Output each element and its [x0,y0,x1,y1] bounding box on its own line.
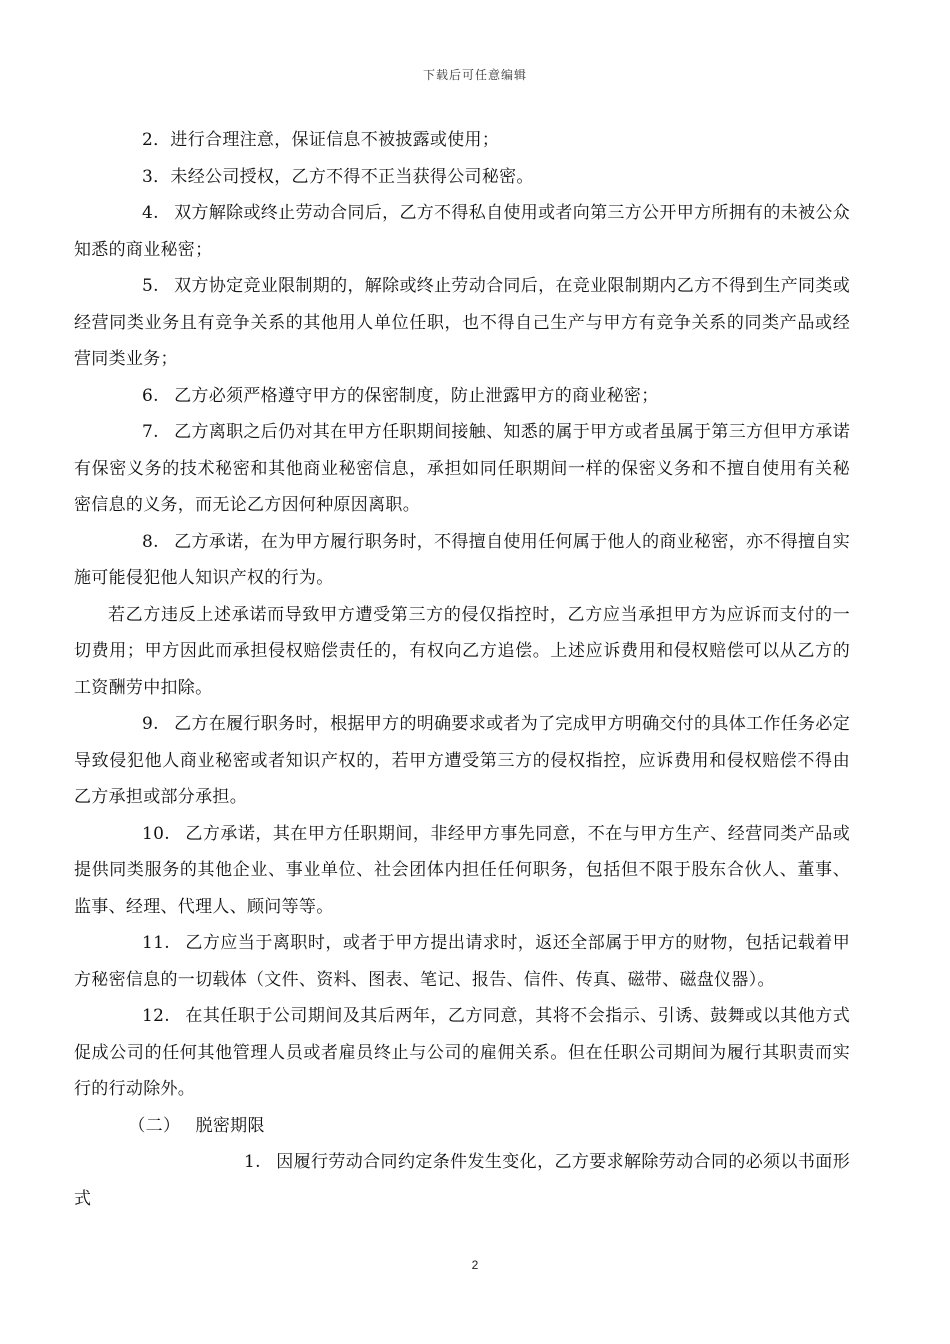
paragraph-text: 在其任职于公司期间及其后两年，乙方同意，其将不会指示、引诱、鼓舞或以其他方式促成公司的任何其他管理人员或者雇员终止与公司的雇佣关系。但在任职公司期间为履行其职责而实行的行动除外。 [74,1006,850,1099]
paragraph-item-8 [74,524,850,597]
item-number: 6. [142,385,159,406]
paragraph-text: 若乙方违反上述承诺而导致甲方遭受第三方的侵仅指控时，乙方应当承担甲方为应诉而支付的一切费用；甲方因此而承担侵权赔偿责任的，有权向乙方追偿。上述应诉费用和侵权赔偿可以从乙方的工资酬劳中扣除。 [74,604,850,698]
paragraph-item-7 [74,414,850,524]
section-number: （二） [128,1115,181,1136]
paragraph-item-9 [74,706,850,816]
paragraph-item-6 [74,378,850,415]
item-number: 12. [142,1006,170,1026]
paragraph-item-12 [74,998,850,1108]
sub-item-1 [74,1144,850,1217]
paragraph-item-2 [74,122,850,159]
paragraph-item-4 [74,195,850,268]
paragraph-text: 乙方承诺，在为甲方履行职务时，不得擅自使用任何属于他人的商业秘密，亦不得擅自实施可能侵犯他人知识产权的行为。 [74,531,850,588]
document-body [74,122,850,1217]
paragraph-item-10 [74,816,850,926]
item-number: 1. [244,1152,261,1172]
item-number: 2． [142,130,171,150]
page-header: 下载后可任意编辑 [422,68,527,82]
paragraph-text: 乙方在履行职务时，根据甲方的明确要求或者为了完成甲方明确交付的具体工作任务必定导致侵犯他人商业秘密或者知识产权的，若甲方遭受第三方的侵权指控，应诉费用和侵权赔偿不得由乙方承担或部分承担。 [74,714,850,807]
paragraph-text: 乙方离职之后仍对其在甲方任职期间接触、知悉的属于甲方或者虽属于第三方但甲方承诺有保密义务的技术秘密和其他商业秘密信息，承担如同任职期间一样的保密义务和不擅自使用有关秘密信息的义务，而无论乙方因何种原因离职。 [74,422,850,515]
paragraph-text: 未经公司授权，乙方不得不正当获得公司秘密。 [170,166,534,187]
paragraph-text: 乙方必须严格遵守甲方的保密制度，防止泄露甲方的商业秘密； [174,385,659,406]
item-number: 10. [142,823,170,844]
paragraph-text: 进行合理注意，保证信息不被披露或使用； [170,130,500,150]
page-number: 2 [471,1258,479,1272]
item-number: 7. [142,422,159,442]
item-number: 8. [142,531,159,552]
paragraph-text: 双方协定竞业限制期的，解除或终止劳动合同后，在竞业限制期内乙方不得到生产同类或经营同类业务且有竞争关系的其他用人单位任职，也不得自己生产与甲方有竞争关系的同类产品或经营同类业务； [74,276,850,369]
paragraph-item-5 [74,268,850,378]
section-heading [74,1108,850,1145]
paragraph-item-11 [74,925,850,998]
section-title: 脱密期限 [195,1115,265,1136]
item-number: 3． [142,166,171,187]
paragraph-text: 因履行劳动合同约定条件发生变化，乙方要求解除劳动合同的必须以书面形式 [74,1152,850,1209]
item-number: 11. [142,933,170,953]
paragraph-item-8-continued [74,597,850,707]
item-number: 4. [142,203,159,223]
paragraph-item-3 [74,159,850,196]
paragraph-text: 乙方应当于离职时，或者于甲方提出请求时，返还全部属于甲方的财物，包括记载着甲方秘密信息的一切载体（文件、资料、图表、笔记、报告、信件、传真、磁带、磁盘仪器）。 [74,933,850,990]
paragraph-text: 乙方承诺，其在甲方任职期间，非经甲方事先同意，不在与甲方生产、经营同类产品或提供同类服务的其他企业、事业单位、社会团体内担任任何职务，包括但不限于股东合伙人、董事、监事、经理、代理人、顾问等等。 [74,823,850,917]
item-number: 5. [142,276,159,296]
item-number: 9. [142,714,159,734]
paragraph-text: 双方解除或终止劳动合同后，乙方不得私自使用或者向第三方公开甲方所拥有的未被公众知悉的商业秘密； [74,203,850,260]
